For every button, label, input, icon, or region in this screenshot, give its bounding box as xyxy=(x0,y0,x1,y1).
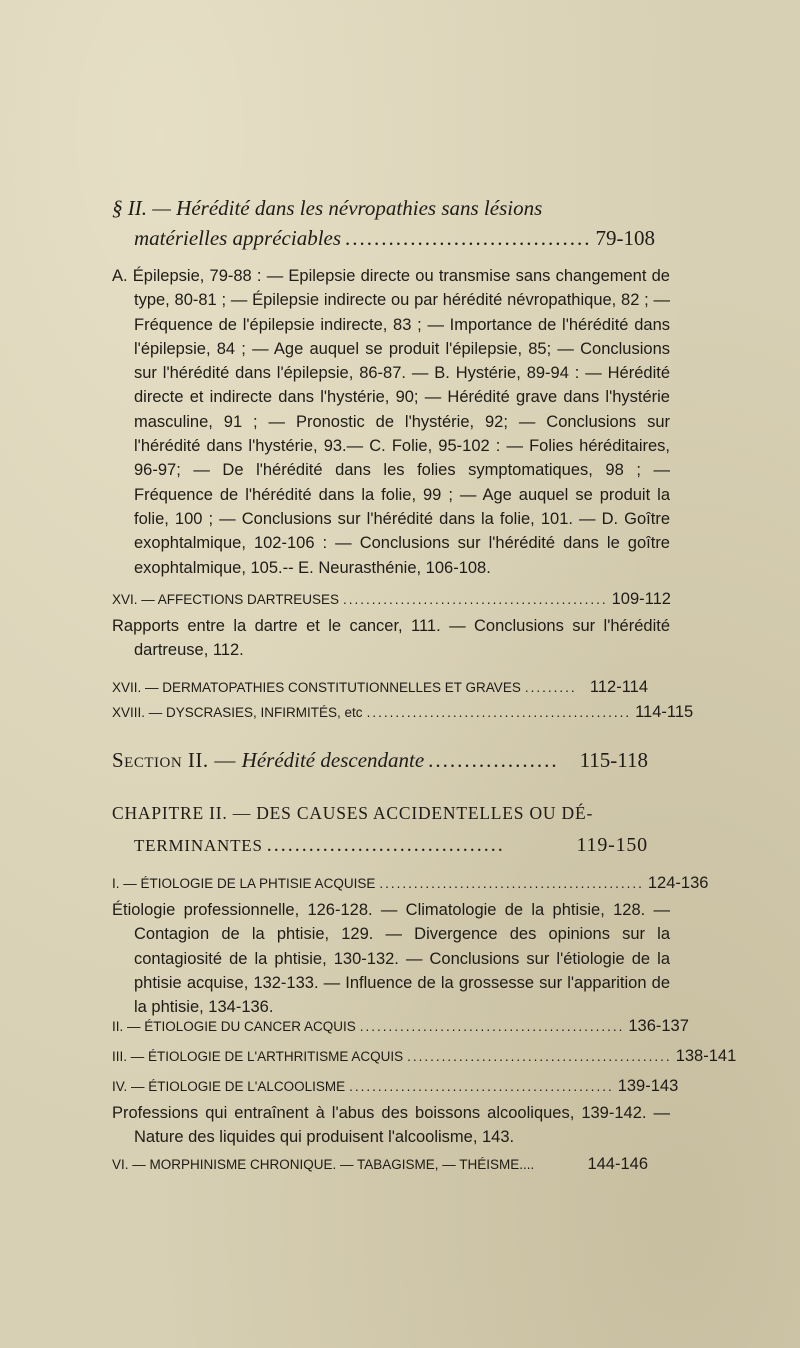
paragraph-iv: Professions qui entraînent à l'abus des boissons alcooliques, 139-142. — Nature des liquides qui produisent l'alcoolisme, 143. xyxy=(112,1104,670,1147)
chapter-heading: CHAPITRE II. — DES CAUSES ACCIDENTELLES OU DÉ- TERMINANTES .................................. 119-150 xyxy=(112,803,648,856)
section-2-heading xyxy=(112,193,656,253)
toc-entry-iii: III. — ÉTIOLOGIE DE L'ARTHRITISME ACQUIS .............................................. 138-141 xyxy=(112,1047,737,1065)
section-ii-heading: Section II. — Hérédité descendante .................. 115-118 xyxy=(112,748,648,772)
section-2-line2: matérielles appréciables .................................. 79-108 xyxy=(112,223,648,253)
toc-entry-xviii: XVIII. — DYSCRASIES, INFIRMITÉS, etc .............................................. 114-115 xyxy=(112,703,694,721)
toc-entry-vi: VI. — MORPHINISME CHRONIQUE. — TABAGISME, — THÉISME.... 144-146 xyxy=(112,1155,648,1173)
paragraph-xvi: Rapports entre la dartre et le cancer, 111. — Conclusions sur l'hérédité dartreuse, 112. xyxy=(112,617,670,660)
toc-entry-i: I. — ÉTIOLOGIE DE LA PHTISIE ACQUISE .............................................. 124-136 xyxy=(112,874,709,892)
section-2-line1: § II. — Hérédité dans les névropathies sans lésions xyxy=(112,196,543,220)
toc-entry-xvii: XVII. — DERMATOPATHIES CONSTITUTIONNELLES ET GRAVES ......... 112-114 xyxy=(112,678,648,696)
section-2-pages: 79-108 xyxy=(595,226,656,250)
toc-entry-iv: IV. — ÉTIOLOGIE DE L'ALCOOLISME .............................................. 139-143 xyxy=(112,1077,679,1095)
toc-entry-xvi: XVI. — AFFECTIONS DARTREUSES .............................................. 109-112 xyxy=(112,590,671,608)
paragraph-i: Étiologie professionnelle, 126-128. — Climatologie de la phtisie, 128. — Contagion de la phtisie, 129. — Divergence des opinions sur la contagiosité de la phtisie, 130-132. — Conclusions sur l'étiologie de la phtisie acquise, 132-133. — Influence de la grossesse sur l'apparition de la phtisie, 134-136. xyxy=(112,901,670,1017)
paragraph-a: A. Épilepsie, 79-88 : — Epilepsie directe ou transmise sans changement de type, 80-81 ; — Épilepsie indirecte ou par hérédité névropathique, 82 ; — Fréquence de l'épilepsie indirecte, 83 ; — Importance de l'hérédité dans l'épilepsie, 84 ; — Age auquel se produit l'épilepsie, 85; — Conclusions sur l'hérédité dans l'épilepsie, 86-87. — B. Hystérie, 89-94 : — Hérédité directe et indirecte dans l'hystérie, 90; — Hérédité grave dans l'hystérie masculine, 91 ; — Pronostic de l'hystérie, 92; — Conclusions sur l'hérédité dans l'hystérie, 93.— C. Folie, 95-102 : — Folies héréditaires, 96-97; — De l'hérédité dans les folies symptomatiques, 98 ; — Fréquence de l'hérédité dans la folie, 99 ; — Age auquel se produit la folie, 100 ; — Conclusions sur l'hérédité dans la folie, 101. — D. Goître exophtalmique, 102-106 : — Conclusions sur l'hérédité dans le goître exophtalmique, 105.-- E. Neurasthénie, 106-108. xyxy=(112,267,670,577)
section-2-title: matérielles appréciables xyxy=(134,226,342,250)
toc-entry-ii: II. — ÉTIOLOGIE DU CANCER ACQUIS .............................................. 136-137 xyxy=(112,1017,689,1035)
